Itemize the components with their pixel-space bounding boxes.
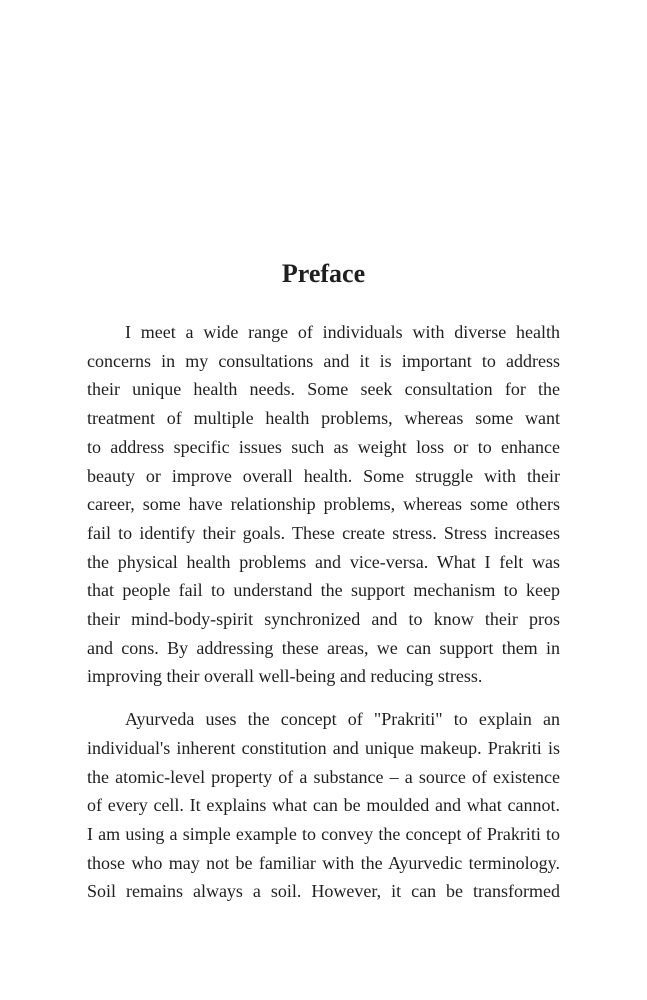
text-line: I am using a simple example to convey the concept of Prakriti to <box>87 823 560 844</box>
text-line: to address specific issues such as weight loss or to enhance <box>87 436 560 457</box>
text-line: individual's inherent constitution and unique makeup. Prakriti is <box>87 737 560 758</box>
text-line: those who may not be familiar with the Ayurvedic terminology. <box>87 852 560 873</box>
paragraph <box>87 318 560 691</box>
text-line: that people fail to understand the support mechanism to keep <box>87 580 560 601</box>
text-line: improving their overall well-being and reducing stress. <box>87 666 483 687</box>
text-line: Soil remains always a soil. However, it can be transformed <box>87 881 560 902</box>
paragraph <box>87 705 560 906</box>
text-line: career, some have relationship problems, whereas some others <box>87 494 560 515</box>
text-line: I meet a wide range of individuals with diverse health <box>125 322 560 342</box>
text-line: treatment of multiple health problems, whereas some want <box>87 408 560 429</box>
text-line: of every cell. It explains what can be moulded and what cannot. <box>87 795 560 816</box>
text-line: and cons. By addressing these areas, we can support them in <box>87 637 560 658</box>
text-line: fail to identify their goals. These create stress. Stress increases <box>87 522 560 543</box>
text-line: the atomic-level property of a substance – a source of existence <box>87 766 560 787</box>
text-line: concerns in my consultations and it is important to address <box>87 350 560 371</box>
text-line: Ayurveda uses the concept of "Prakriti" to explain an <box>125 709 560 730</box>
page-title: Preface <box>281 259 366 288</box>
text-line: the physical health problems and vice-versa. What I felt was <box>87 551 560 572</box>
text-line: their unique health needs. Some seek consultation for the <box>87 379 560 400</box>
text-line: their mind-body-spirit synchronized and to know their pros <box>87 609 560 630</box>
text-line: beauty or improve overall health. Some struggle with their <box>87 465 560 486</box>
page-body <box>87 318 560 906</box>
